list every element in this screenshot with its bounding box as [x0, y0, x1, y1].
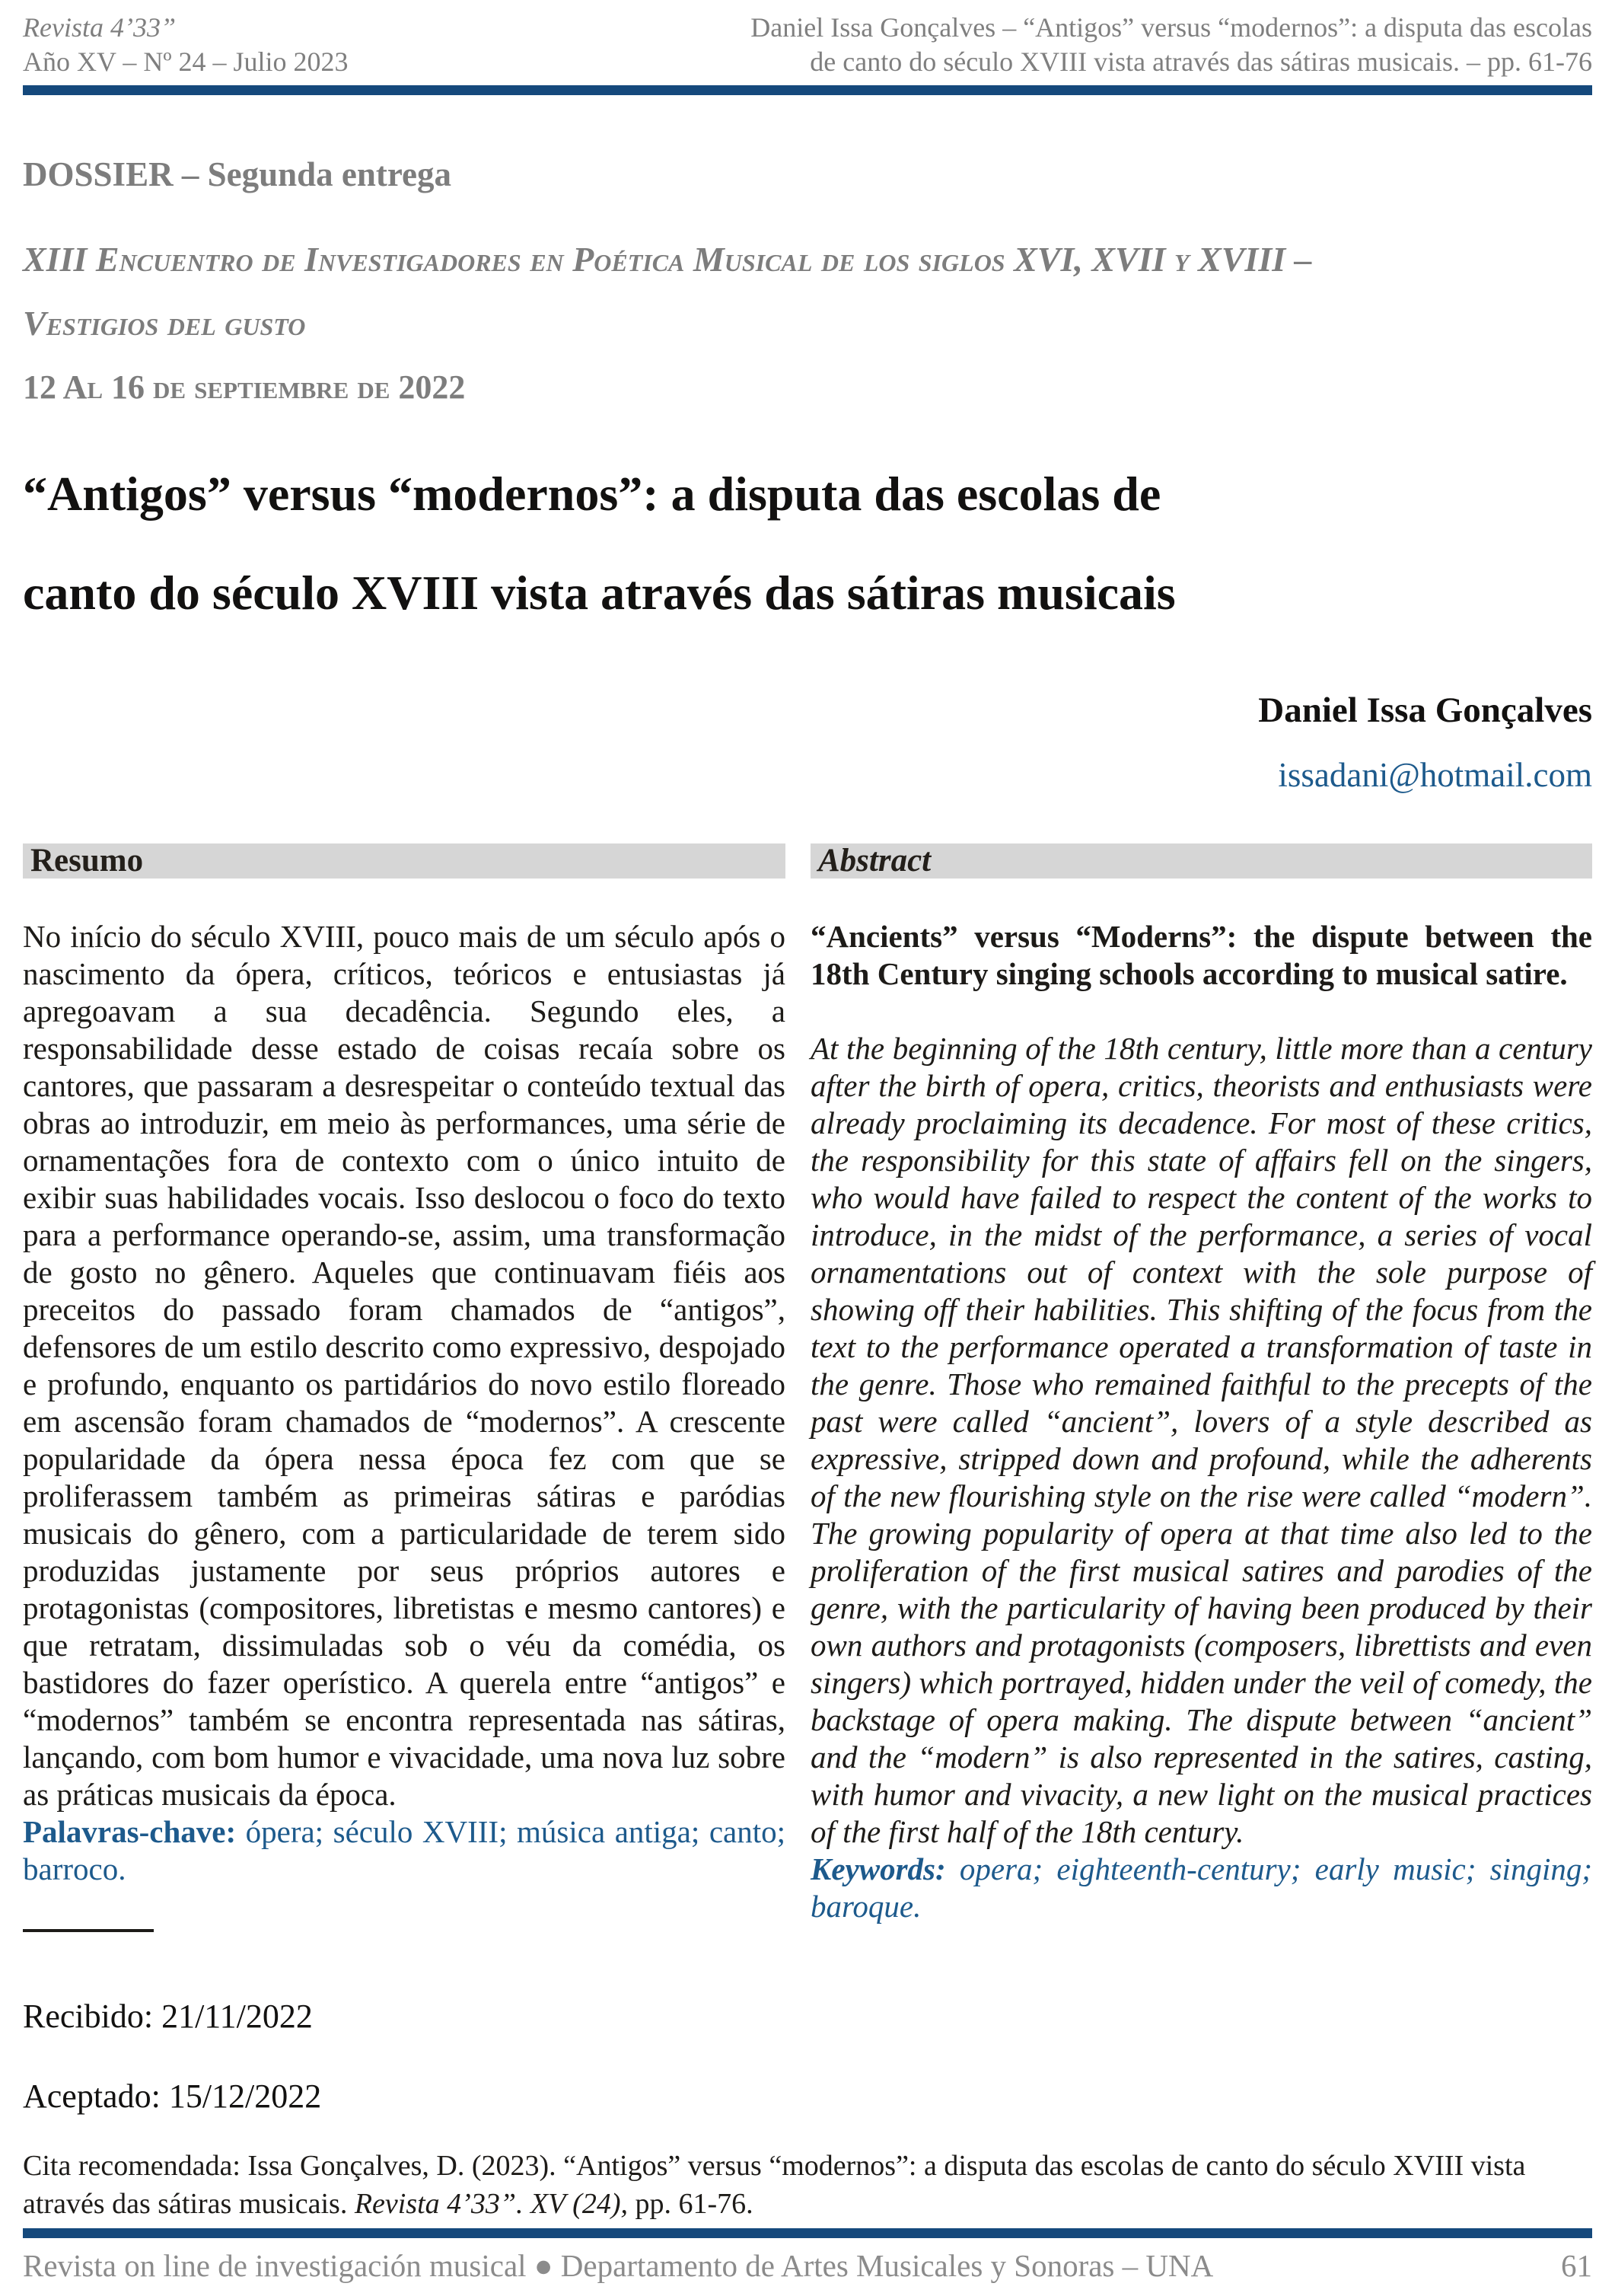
- keywords-pt: [23, 1813, 785, 1888]
- header-journal-block: [23, 11, 349, 79]
- abstract-column: [811, 843, 1592, 2115]
- footer-row: [23, 2247, 1592, 2284]
- page-header: [23, 11, 1592, 79]
- footer-rule: [23, 2228, 1592, 2238]
- event-dates: 12 Al 16 de septiembre de 2022: [23, 368, 466, 406]
- citation-journal: Revista 4’33”. XV (24),: [354, 2188, 628, 2220]
- running-head-line1: Daniel Issa Gonçalves – “Antigos” versus “modernos”: a disputa das escolas: [750, 12, 1592, 43]
- article-title: [23, 445, 1592, 643]
- abstract-heading: Abstract: [811, 843, 1592, 879]
- abstract-english-title: “Ancients” versus “Moderns”: the dispute between the 18th Century singing schools according to musical satire.: [811, 919, 1592, 991]
- page-number: 61: [1561, 2248, 1592, 2283]
- author-email-link[interactable]: issadani@hotmail.com: [1278, 756, 1592, 794]
- resumo-text: No início do século XVIII, pouco mais de um século após o nascimento da ópera, críticos, teóricos e entusiastas já apregoavam a sua decadência. Segundo eles, a responsabilidade desse estado de coisas recaía sobre os cantores, que passaram a desrespeitar o conteúdo textual das obras ao introduzir, em meio às performances, uma série de ornamentações fora de contexto com o único intuito de exibir suas habilidades vocais. Isso deslocou o foco do texto para a performance operando-se, assim, uma transformação de gosto no gênero. Aqueles que continuavam fiéis aos preceitos do passado foram chamados de “antigos”, defensores de um estilo descrito como expressivo, despojado e profundo, enquanto os partidários do novo estilo floreado em ascensão foram chamados de “modernos”. A crescente popularidade da ópera nessa época fez com que se proliferassem também as primeiras sátiras e paródias musicais do gênero, com a particularidade de terem sido produzidas justamente por seus próprios autores e protagonistas (compositores, libretistas e mesmo cantores) e que retratam, dissimuladas sob o véu da comédia, os bastidores do fazer operístico. A querela entre “antigos” e “modernos” também se encontra representada nas sátiras, lançando, com bom humor e vivacidade, uma nova luz sobre as práticas musicais da época.: [23, 919, 785, 1812]
- received-date: Recibido: 21/11/2022: [23, 1998, 313, 2035]
- article-title-line2: canto do século XVIII vista através das sátiras musicais: [23, 566, 1176, 620]
- abstract-text: At the beginning of the 18th century, little more than a century after the birth of opera, critics, theorists and enthusiasts were already proclaiming its decadence. For most of these critics, the responsibility for this state of affairs fell on the singers, who would have failed to respect the content of the works to introduce, in the midst of the performance, a series of vocal ornamentations out of context with the sole purpose of showing off their habilities. This shifting of the focus from the text to the performance operated a transformation of taste in the genre. Those who remained faithful to the precepts of the past were called “ancient”, lovers of a style described as expressive, stripped down and profound, while the adherents of the new flourishing style on the rise were called “modern”. The growing popularity of opera at that time also led to the proliferation of the first musical satires and parodies of the genre, with the particularity of having been produced by their own authors and protagonists (composers, librettists and even singers) which portrayed, hidden under the veil of comedy, the backstage of opera making. The dispute between “ancient” and the “modern” is also represented in the satires, casting, with humor and vivacity, a new light on the musical practices of the first half of the 18th century.: [811, 1031, 1592, 1849]
- resumo-heading: Resumo: [23, 843, 785, 879]
- abstract-columns: [23, 843, 1592, 2115]
- citation-pages: pp. 61-76.: [628, 2188, 753, 2220]
- event-title-line2: Vestigios del gusto: [23, 304, 306, 343]
- keywords-en: [811, 1851, 1592, 1925]
- keywords-en-label: Keywords:: [811, 1851, 946, 1886]
- dossier-heading: DOSSIER – Segunda entrega: [23, 155, 452, 193]
- journal-title: Revista 4’33”: [23, 12, 176, 43]
- accepted-date: Aceptado: 15/12/2022: [23, 2078, 322, 2115]
- keywords-en-text: opera; eighteenth-century; early music; singing; baroque.: [811, 1851, 1592, 1924]
- footer-journal-info: Revista on line de investigación musical ● Departamento de Artes Musicales y Sonoras – UNA: [23, 2248, 1214, 2283]
- event-title: [23, 228, 1592, 356]
- abstract-body: [811, 918, 1592, 1925]
- page-footer: [23, 2228, 1592, 2284]
- article-title-line1: “Antigos” versus “modernos”: a disputa das escolas de: [23, 467, 1161, 521]
- running-head-line2: de canto do século XVIII vista através das sátiras musicais. – pp. 61-76: [810, 46, 1592, 77]
- recommended-citation: [23, 2147, 1588, 2223]
- journal-issue: Año XV – Nº 24 – Julio 2023: [23, 46, 349, 77]
- keywords-pt-text: ópera; século XVIII; música antiga; canto; barroco.: [23, 1814, 785, 1886]
- resumo-column: [23, 843, 785, 2115]
- event-title-line1: XIII Encuentro de Investigadores en Poética Musical de los siglos XVI, XVII y XVIII –: [23, 240, 1312, 279]
- running-head: [750, 11, 1592, 79]
- author-name: Daniel Issa Gonçalves: [1258, 690, 1592, 730]
- citation-prefix: Cita recomendada: Issa Gonçalves, D. (2023). “Antigos” versus “modernos”: a disputa das escolas de canto do século XVIII vista através das sátiras musicais.: [23, 2150, 1526, 2220]
- author-block: [23, 690, 1592, 795]
- keywords-pt-label: Palavras-chave:: [23, 1814, 237, 1849]
- resumo-body: [23, 918, 785, 2115]
- keywords-divider-line: [23, 1929, 154, 1932]
- header-rule: [23, 85, 1592, 95]
